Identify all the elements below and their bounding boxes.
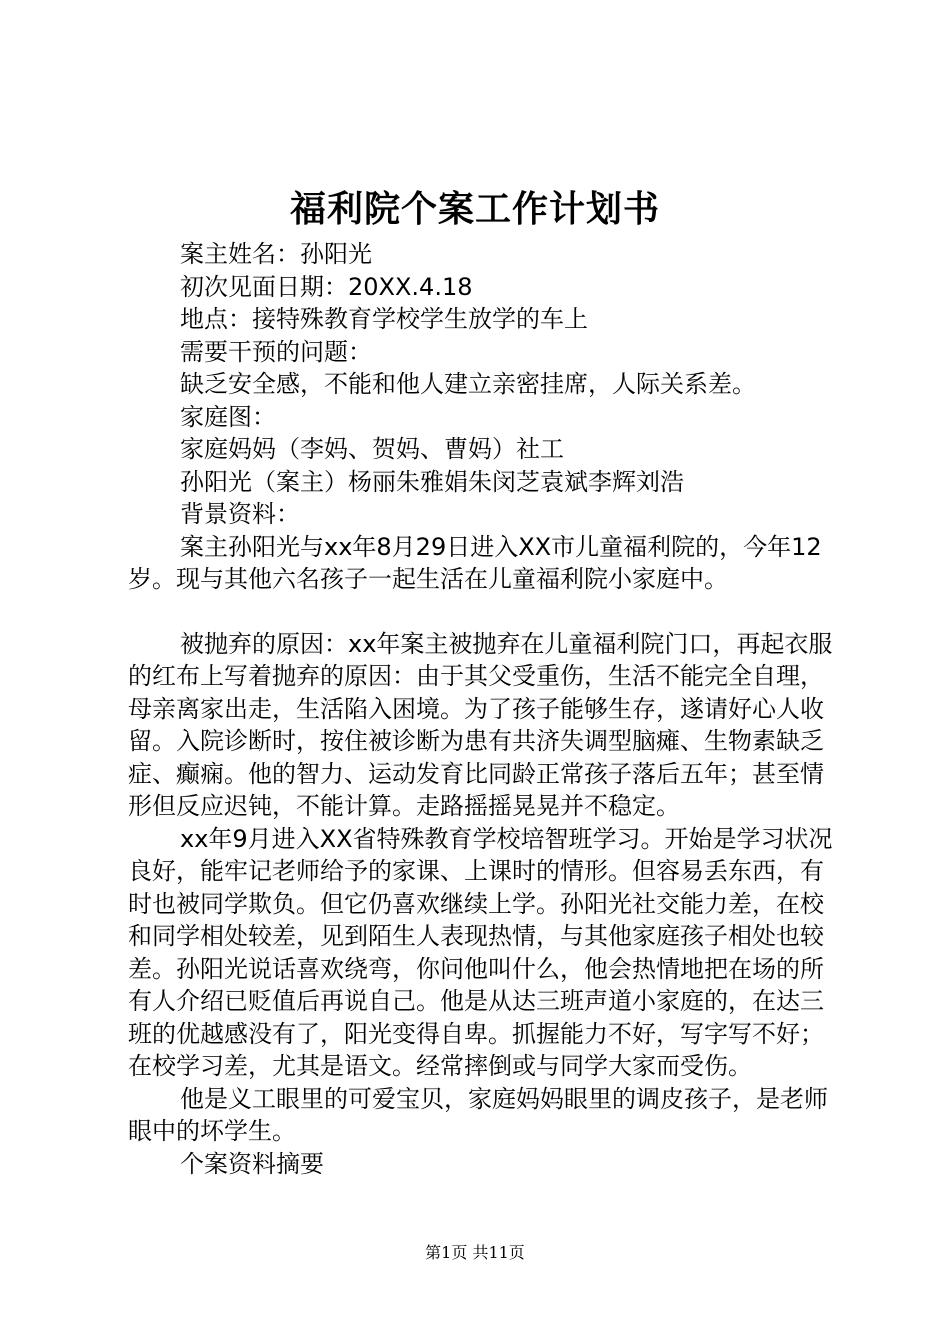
paragraph-school: xx年9月进入XX省特殊教育学校培智班学习。开始是学习状况良好，能牢记老师给予的家课、上课时的情形。但容易丢东西，有时也被同学欺负。但它仍喜欢继续上学。孙阳光社交能力差，在校和同学相处较差，见到陌生人表现热情，与其他家庭孩子相处也较差。孙阳光说话喜欢绕弯，你问他叫什么，他会热情地把在场的所有人介绍已贬值后再说自己。他是从达三班声道小家庭的，在达三班的优越感没有了，阳光变得自卑。抓握能力不好，写字写不好；在校学习差，尤其是语文。经常摔倒或与同学大家而受伤。 — [128, 824, 833, 1080]
client-name-line: 案主姓名：孙阳光 — [180, 240, 372, 268]
issue-line: 缺乏安全感，不能和他人建立亲密挂席，人际关系差。 — [180, 370, 756, 398]
family-label: 家庭图： — [180, 402, 276, 431]
background-label: 背景资料： — [180, 500, 300, 528]
document-body — [128, 238, 844, 1180]
paragraph-perception: 他是义工眼里的可爱宝贝，家庭妈妈眼里的调皮孩子，是老师眼中的坏学生。 — [128, 1084, 828, 1145]
issue-label: 需要干预的问题： — [180, 337, 372, 366]
family-line-2: 孙阳光（案主）杨丽朱雅娟朱闵芝袁斌李辉刘浩 — [180, 467, 684, 496]
place-line: 地点：接特殊教育学校学生放学的车上 — [180, 305, 588, 333]
paragraph-gap — [128, 596, 844, 628]
family-line-1: 家庭妈妈（李妈、贺妈、曹妈）社工 — [180, 435, 564, 463]
first-meet-date-line: 初次见面日期：20XX.4.18 — [180, 272, 473, 301]
document-title: 福利院个案工作计划书 — [289, 188, 660, 230]
summary-heading: 个案资料摘要 — [180, 1149, 324, 1178]
paragraph-abandonment: 被抛弃的原因：xx年案主被抛弃在儿童福利院门口，再起衣服的红布上写着抛弃的原因：由于其父受重伤，生活不能完全自理，母亲离家出走，生活陷入困境。为了孩子能够生存，遂请好心人收留。入院诊断时，按住被诊断为患有共济失调型脑瘫、生物素缺乏症、癫痫。他的智力、运动发育比同龄正常孩子落后五年；甚至情形但反应迟钝，不能计算。走路摇摇晃晃并不稳定。 — [128, 629, 833, 820]
page-footer: 第1页 共11页 — [425, 1243, 525, 1262]
paragraph-intro: 案主孙阳光与xx年8月29日进入XX市儿童福利院的，今年12岁。现与其他六名孩子一起生活在儿童福利院小家庭中。 — [128, 532, 822, 593]
